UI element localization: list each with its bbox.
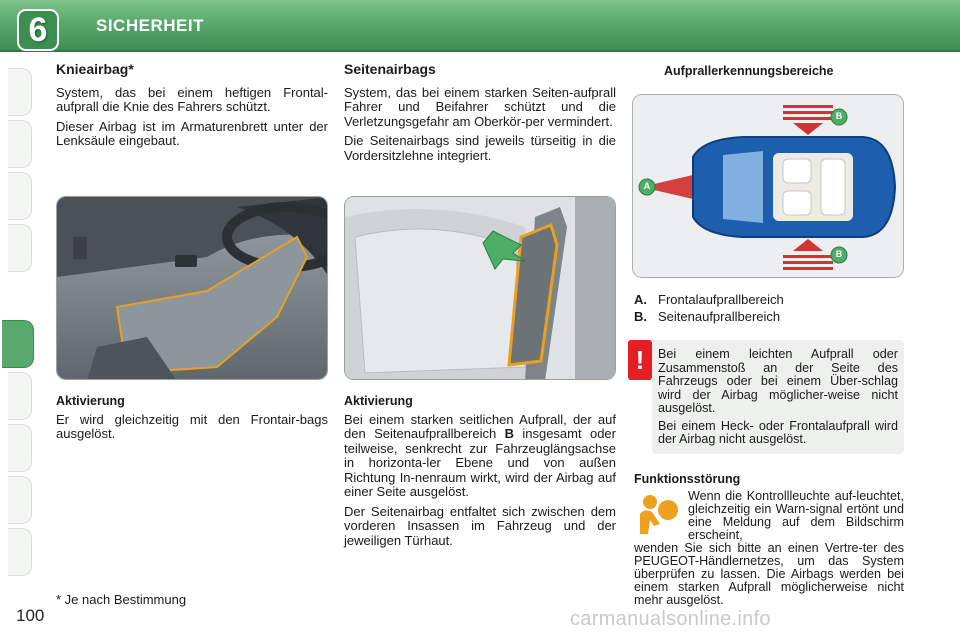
- chapter-tab[interactable]: [8, 476, 32, 524]
- side-airbags-intro: System, das bei einem starken Seiten-aufprall Fahrer und Beifahrer schützt und die Verletzungsgefahr am Oberkör-per vermindert.: [344, 84, 616, 129]
- knee-airbag-intro: System, das bei einem heftigen Frontal-aufprall die Knie des Fahrers schützt.: [56, 84, 328, 114]
- side-deployment-text: Der Seitenairbag entfaltet sich zwischen dem vorderen Insassen im Fahrzeug und der jeweiligen Türhaut.: [344, 503, 616, 548]
- knee-activation-heading: Aktivierung: [56, 394, 125, 408]
- impact-zones-diagram: [632, 94, 904, 278]
- airbag-warning-light-icon: [634, 492, 680, 538]
- chapter-tab[interactable]: [8, 528, 32, 576]
- warning-para-1: Bei einem leichten Aufprall oder Zusammenstoß an der Seite des Fahrzeugs oder bei einem Über-schlag wird der Airbag möglicher-weise nicht ausgelöst.: [658, 347, 898, 415]
- knee-airbag-heading: Knieairbag*: [56, 61, 134, 77]
- knee-activation-section: [56, 394, 328, 447]
- watermark: carmanualsonline.info: [570, 608, 771, 630]
- page-header: [0, 0, 960, 52]
- malfunction-heading: Funktionsstörung: [634, 472, 741, 486]
- chapter-number: 6: [28, 11, 48, 49]
- knee-activation-text: Er wird gleichzeitig mit den Frontair-bags ausgelöst.: [56, 411, 328, 441]
- warning-icon: !: [628, 340, 652, 380]
- zone-b-reference: B: [504, 426, 514, 441]
- chapter-tab-strip: [0, 52, 32, 580]
- malfunction-text-indented: Wenn die Kontrollleuchte auf-leuchtet, gleichzeitig ein Warn-signal ertönt und eine Meldung auf dem Bildschirm erscheint,: [688, 489, 904, 542]
- chapter-tab[interactable]: [8, 172, 32, 220]
- side-activation-heading: Aktivierung: [344, 394, 413, 408]
- chapter-tab-active[interactable]: [2, 320, 34, 368]
- zone-b-marker-top: B: [835, 111, 843, 121]
- impact-zones-heading: Aufprallerkennungsbereiche: [664, 64, 834, 78]
- chapter-tab[interactable]: [8, 424, 32, 472]
- knee-airbag-section: [56, 62, 328, 154]
- side-airbags-section: [344, 62, 616, 168]
- legend-label: Frontalaufprallbereich: [658, 292, 784, 307]
- footnote: * Je nach Bestimmung: [56, 592, 187, 607]
- page-title: SICHERHEIT: [96, 16, 204, 35]
- zone-b-marker-bottom: B: [835, 249, 843, 259]
- side-airbag-photo: [344, 196, 616, 380]
- chapter-tab[interactable]: [8, 372, 32, 420]
- side-activation-text-post: insgesamt oder teilweise, senkrecht zur Fahrzeuglängsachse in horizonta-ler Ebene und von außen Richtung In-nenraum wirkt, wird der Airbag auf einer Seite ausgelöst.: [344, 426, 616, 499]
- legend-key: B.: [634, 309, 647, 324]
- knee-airbag-location: Dieser Airbag ist im Armaturenbrett unter der Lenksäule eingebaut.: [56, 118, 328, 148]
- legend-label: Seitenaufprallbereich: [658, 309, 781, 324]
- legend-item-a: [634, 292, 784, 307]
- chapter-tab[interactable]: [8, 68, 32, 116]
- chapter-tab[interactable]: [8, 120, 32, 168]
- legend-item-b: [634, 309, 780, 324]
- malfunction-text-full: wenden Sie sich bitte an einen Vertre-ter des PEUGEOT-Händlernetzes, um das System überprüfen zu lassen. Die Airbags werden bei einem starken Aufprall möglicherweise nicht mehr ausgelöst.: [634, 541, 904, 607]
- page-number: 100: [16, 606, 45, 625]
- zone-a-marker: A: [643, 181, 651, 191]
- side-airbags-location: Die Seitenairbags sind jeweils türseitig in die Vordersitzlehne integriert.: [344, 133, 616, 163]
- side-activation-text-pre: Bei einem starken seitlichen Aufprall, der auf den Seitenaufprallbereich: [344, 411, 616, 441]
- side-activation-text: [344, 413, 616, 500]
- warning-text: [658, 348, 898, 451]
- side-airbags-heading: Seitenairbags: [344, 61, 436, 77]
- warning-para-2: Bei einem Heck- oder Frontalaufprall wird der Airbag nicht ausgelöst.: [658, 418, 898, 446]
- side-activation-section: [344, 394, 616, 553]
- chapter-tab[interactable]: [8, 224, 32, 272]
- knee-airbag-photo: [56, 196, 328, 380]
- legend-key: A.: [634, 292, 647, 307]
